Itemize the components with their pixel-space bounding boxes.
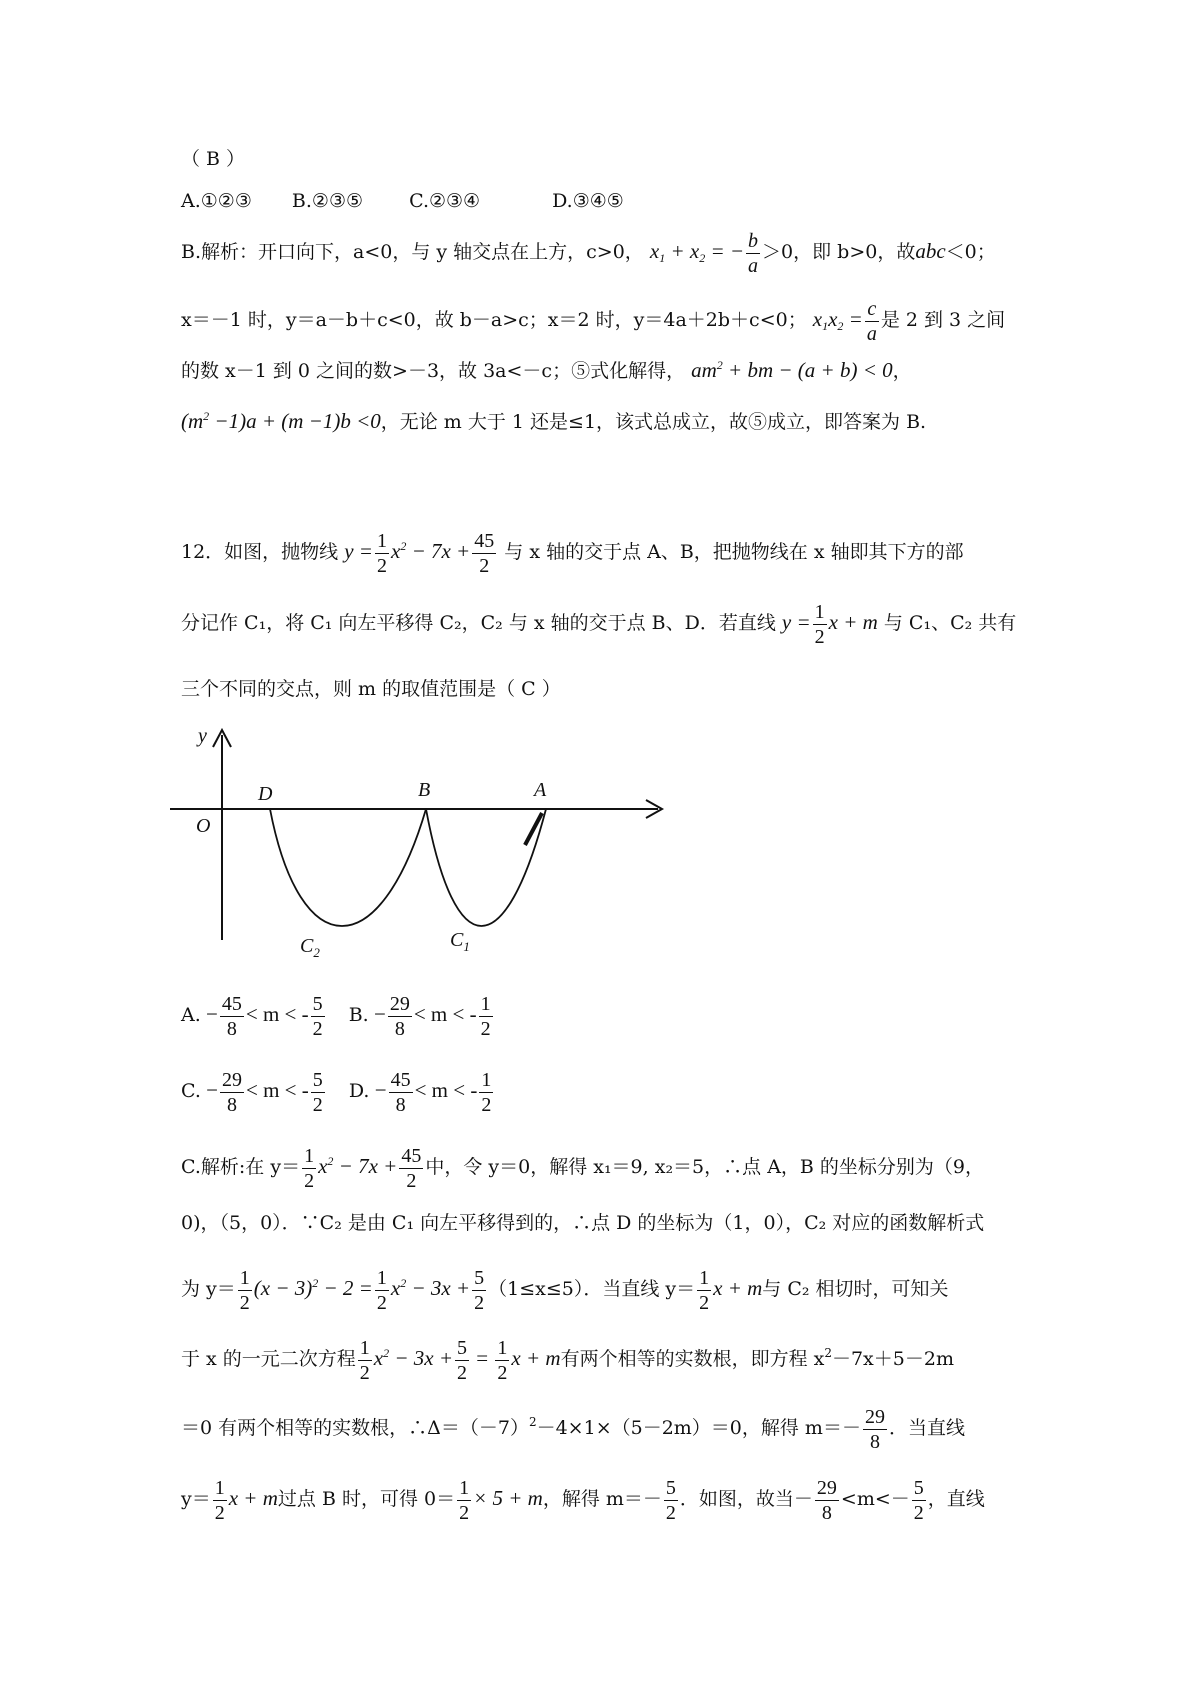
q11-answer-text: （ B ）: [181, 148, 246, 170]
curve-c1-end-mark: [525, 813, 542, 845]
q11-exp-line-4: $(m^2 -1)a + (m -1)b <0$，无论 m 大于 1 还是≤1，该式总成立，故⑤成立，即答案为 B.: [181, 409, 927, 433]
q11-exp-line-3: 的数 x－1 到 0 之间的数>－3，故 3a<－c；⑤式化解得， $am^2$ + bm − (a + b) < 0，: [181, 358, 912, 382]
q11-options: [181, 188, 1031, 214]
y-axis-label: y: [198, 725, 207, 747]
q12-stem-line-3: 三个不同的交点，则 m 的取值范围是（ C ）: [181, 678, 561, 700]
parabola-figure: [170, 720, 690, 960]
choices-row-2: [181, 1062, 1031, 1119]
formula-x1-plus-x2: $x_1 + x_2$ = −: [649, 239, 745, 265]
choice-a: A. − $\frac{45}{8}$ < m < - $\frac{5}{2}$: [181, 992, 323, 1040]
formula-am2-bm: $am^2$ + bm − (a + b) < 0: [691, 358, 893, 382]
point-a-label: A: [534, 779, 547, 801]
solution-line-4: 于 x 的一元二次方程 $\frac{1}{2}$ $x^2 - 3x$ + $\frac{5}{2}$ = $\frac{1}{2}$ x + m有两个相等的实数根，即方程 $x^2-7x+5-2m$: [181, 1336, 954, 1384]
choice-d: D. − $\frac{45}{8}$ < m < - $\frac{1}{2}$: [348, 1068, 492, 1116]
curve-c1-label: $C_1$: [450, 929, 470, 954]
option-a: A.①②③: [181, 190, 252, 212]
solution-line-2: 0)，（5，0）．∵C₂ 是由 C₁ 向左平移得到的，∴点 D 的坐标为（1，0），C₂ 对应的函数解析式: [181, 1212, 985, 1234]
formula-line: y =: [781, 610, 811, 634]
fraction-c-over-a: $\frac{c}{a}$: [866, 297, 877, 345]
formula-abc: abc: [915, 239, 946, 263]
solution-line-6: y＝ $\frac{1}{2}$ x + m过点 B 时，可得 0＝ $\frac{1}{2}$ × 5 + m，解得 m＝－ $\frac{5}{2}$ ．如图，故当－ $\frac{29}{8}$ <m<－ $\frac{5}{2}$ ，直线: [181, 1476, 985, 1524]
solution-line-1: C.解析:在 y＝ $\frac{1}{2}$ $x^2 - 7x$ + $\frac{45}{2}$ 中，令 y＝0，解得 x₁＝9, x₂＝5，∴点 A，B 的坐标分别为（9，: [181, 1144, 985, 1192]
option-c: C.②③④: [409, 190, 481, 212]
origin-label: O: [196, 815, 211, 837]
fraction-b-over-a: $\frac{b}{a}$: [748, 229, 759, 277]
solution-line-5: ＝0 有两个相等的实数根，$\therefore\Delta=(-7)^2-4\times 1\times(5-2m)=0$，解得 m＝－ $\frac{29}{8}$ ．当直线: [181, 1405, 965, 1453]
curve-c1: [426, 809, 546, 926]
choices-row-1: [181, 986, 1031, 1043]
point-b-label: B: [418, 779, 431, 801]
point-d-label: D: [258, 783, 273, 805]
q12-stem-line-2: 分记作 C₁，将 C₁ 向左平移得 C₂，C₂ 与 x 轴的交于点 B、D．若直线 y = $\frac{1}{2}$ x + m 与 C₁、C₂ 共有: [181, 600, 1017, 648]
q12-stem-line-1: 12．如图，抛物线 y = $\frac{1}{2}$ $x^2 - 7x$ + $\frac{45}{2}$ 与 x 轴的交于点 A、B，把抛物线在 x 轴即其下方的部: [181, 529, 964, 577]
choice-b: B. − $\frac{29}{8}$ < m < - $\frac{1}{2}$: [348, 992, 491, 1040]
option-b: B.②③⑤: [291, 190, 364, 212]
q11-exp-line-2: x＝－1 时，y＝a－b＋c<0，故 b－a>c；x＝2 时，y＝4a＋2b＋c<0； $x_1x_2$ = $\frac{c}{a}$ 是 2 到 3 之间: [181, 297, 1006, 345]
formula-m2-1: $(m^2 -1)a + (m -1)b <0$: [181, 409, 381, 433]
curve-c2-label: $C_2$: [300, 935, 320, 960]
formula-x1x2: $x_1x_2$ =: [812, 307, 863, 333]
choice-c: C. − $\frac{29}{8}$ < m < - $\frac{5}{2}$: [181, 1068, 323, 1116]
option-d: D.③④⑤: [552, 190, 624, 212]
curve-c2: [270, 809, 426, 926]
formula-parabola: y =: [344, 539, 373, 563]
q11-exp-line-1: B.解析：开口向下，a<0，与 y 轴交点在上方，c>0， $x_1 + x_2$ = − $\frac{b}{a}$ ＞0，即 b>0，故abc＜0；: [181, 229, 996, 277]
q11-answer: [181, 146, 1031, 172]
solution-line-3: 为 y＝ $\frac{1}{2}$ $(x - 3)^2 - 2$ = $\frac{1}{2}$ $x^2 - 3x$ + $\frac{5}{2}$ （1≤x≤5）．当直线 y＝ $\frac{1}{2}$ x + m与 C₂ 相切时，可知关: [181, 1266, 949, 1314]
